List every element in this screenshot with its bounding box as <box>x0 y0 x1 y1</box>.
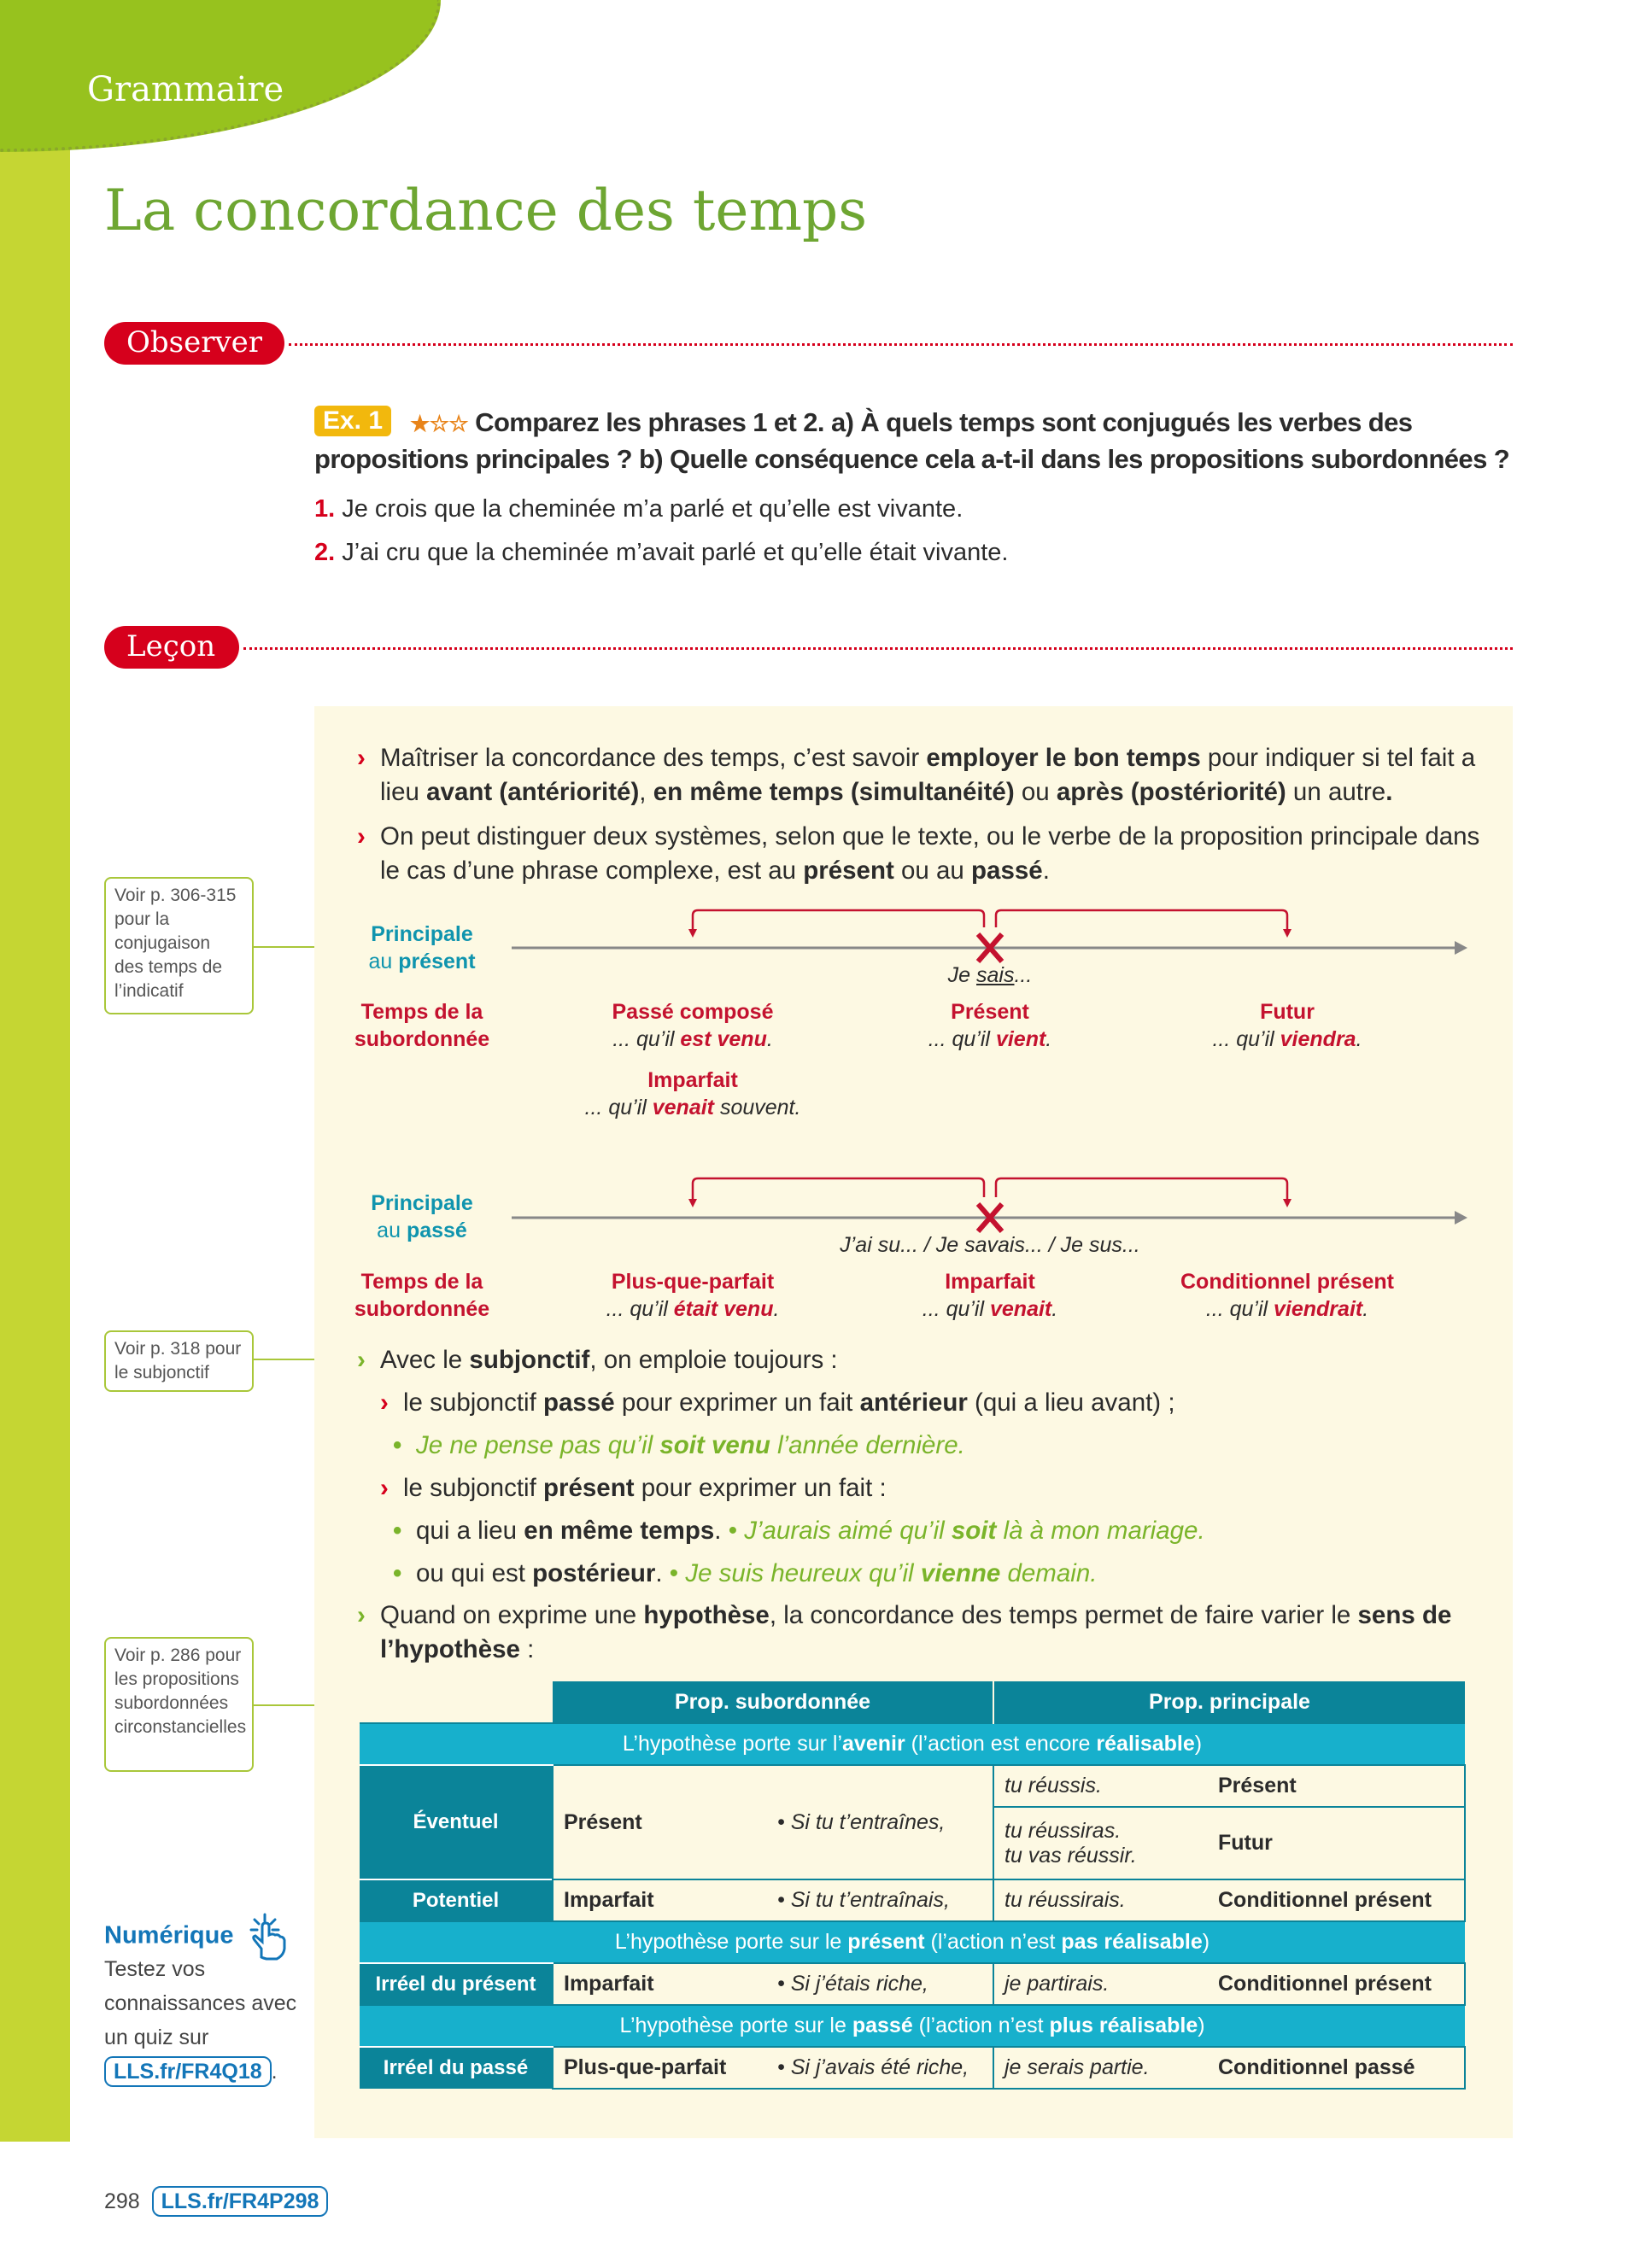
principale-cell <box>993 1879 1465 1921</box>
tense-name: Imparfait <box>564 1972 654 1996</box>
subjonctif-present-posterieur <box>393 1557 1495 1591</box>
example: tu réussirais. <box>1004 1888 1126 1912</box>
text-segment: là à mon mariage. <box>996 1517 1205 1545</box>
label-part: présent <box>398 950 476 973</box>
text-segment: soit <box>951 1517 997 1545</box>
tense-example <box>1108 1026 1467 1053</box>
ex-part: . <box>1356 1027 1362 1051</box>
rich-text <box>380 744 1475 806</box>
text-segment: sens de l’hypothèse <box>380 1601 1452 1663</box>
timeline-past <box>512 1178 1467 1231</box>
timeline-present <box>512 910 1467 962</box>
text-segment: L’hypothèse porte sur le <box>614 1930 848 1954</box>
text-segment: hypothèse <box>643 1601 770 1629</box>
bracket-arrow-past <box>693 1178 984 1201</box>
text-segment: passé <box>542 1388 615 1417</box>
text-segment: pour exprimer un fait <box>614 1388 860 1417</box>
text-segment: présent <box>847 1930 925 1954</box>
ex-verb: viendra <box>1280 1027 1356 1051</box>
table-row <box>360 1879 1465 1921</box>
text-segment: ou au <box>893 856 972 885</box>
text-segment: pas réalisable <box>1061 1930 1203 1954</box>
tense-col-future <box>1108 998 1467 1053</box>
example-line: tu vas réussir. <box>1004 1843 1137 1868</box>
ex-part: ... qu’il <box>1212 1027 1280 1051</box>
text-segment: L’hypothèse porte sur l’ <box>622 1732 843 1756</box>
ex-part: . <box>1362 1297 1369 1321</box>
example <box>1004 1819 1218 1868</box>
label-line <box>337 948 507 975</box>
text-segment: Maîtriser la concordance des temps, c’est savoir <box>380 744 927 772</box>
tense-name: Conditionnel présent <box>1218 1972 1432 1996</box>
text-segment: , la concordance des temps permet de faire varier le <box>769 1601 1358 1629</box>
label-part: au <box>377 1219 407 1242</box>
numerique-text <box>104 1952 309 2089</box>
rich-text <box>744 1517 1204 1545</box>
lesson-point-subjonctif <box>357 1343 1485 1377</box>
text-segment: en même temps <box>524 1517 715 1545</box>
tense-name: Futur <box>1260 1000 1315 1024</box>
principale-cell <box>993 2047 1465 2089</box>
table-banner-row <box>360 1723 1465 1765</box>
chevron-right-icon: › <box>357 744 366 772</box>
difficulty-stars-icon: ★☆☆ <box>410 411 469 436</box>
tense-name: Présent <box>1218 1774 1297 1797</box>
quiz-link[interactable]: LLS.fr/FR4Q18 <box>104 2056 272 2087</box>
text-segment: ou qui est <box>416 1559 533 1587</box>
timeline-center-text: J’ai su... / Je savais... / Je sus... <box>840 1233 1140 1257</box>
tense-name: Présent <box>564 1809 642 1834</box>
label-line <box>337 1217 507 1244</box>
subordonnee-cell <box>553 2047 993 2089</box>
label-line: Temps de la <box>360 1270 483 1294</box>
text-segment: soit venu <box>659 1431 770 1459</box>
arrow-head-icon <box>1455 941 1467 955</box>
rich-text <box>416 1517 721 1545</box>
chevron-right-icon: › <box>380 1388 389 1417</box>
lesson-point-hypothese <box>357 1599 1485 1667</box>
bracket-arrow-future <box>996 910 1287 931</box>
side-note-circonstancielles: Voir p. 286 pour les propositions subordonnées circonstancielles <box>104 1637 254 1772</box>
text-segment: . <box>655 1559 663 1587</box>
ex-verb: venait <box>652 1096 714 1119</box>
text-segment: réalisable <box>1096 1732 1195 1756</box>
rich-text <box>416 1559 663 1587</box>
text-segment: passé <box>971 856 1043 885</box>
subordonnee-cell <box>553 1963 993 2005</box>
banner-avenir <box>360 1723 1465 1765</box>
text-segment: On peut distinguer deux systèmes, selon que le texte, ou le verbe de la proposition principale dans le cas d’une phrase complexe, est au <box>380 822 1480 885</box>
tense-name: Conditionnel présent <box>1218 1888 1432 1912</box>
section-label: Grammaire <box>87 70 284 109</box>
page-footer <box>104 2186 328 2217</box>
table-row <box>360 1963 1465 2005</box>
bracket-arrow-future <box>996 1178 1287 1201</box>
example: • Si j’avais été riche, <box>777 2055 969 2079</box>
numerique-description: Testez vos connaissances avec un quiz sur <box>104 1957 297 2049</box>
sentence-text: J’ai cru que la cheminée m’avait parlé et qu’elle était vivante. <box>342 539 1009 566</box>
text-segment: : <box>519 1635 535 1663</box>
label-line: Temps de la <box>360 1000 483 1024</box>
table-header-row <box>360 1681 1465 1723</box>
column-header: Prop. subordonnée <box>553 1681 993 1723</box>
chevron-right-icon: › <box>357 1601 366 1629</box>
text-segment: . <box>714 1517 722 1545</box>
principale-cell <box>993 1765 1465 1807</box>
page-number: 298 <box>104 2189 140 2213</box>
sentence-number: 2. <box>314 539 336 566</box>
chevron-right-icon: › <box>357 1346 366 1374</box>
label-line: subordonnée <box>354 1297 490 1321</box>
text-segment: présent <box>803 856 894 885</box>
text-segment: présent <box>542 1474 635 1502</box>
text-segment: Quand on exprime une <box>380 1601 644 1629</box>
text-segment: ) <box>1202 1930 1210 1954</box>
text-segment: le subjonctif <box>403 1388 543 1417</box>
subordonnee-cell <box>553 1879 993 1921</box>
ex-part: ... qu’il <box>584 1096 653 1119</box>
row-header: Éventuel <box>360 1765 553 1879</box>
text-segment: avenir <box>842 1732 905 1756</box>
text-segment: ou <box>1014 778 1057 806</box>
text-segment: Avec le <box>380 1346 470 1374</box>
text-segment: l’année dernière. <box>770 1431 965 1459</box>
table-banner-row <box>360 1921 1465 1963</box>
tense-example <box>1108 1295 1467 1323</box>
text-segment: passé <box>852 2014 913 2037</box>
bullet-icon: • <box>393 1431 402 1459</box>
rich-text <box>403 1388 1175 1417</box>
sentence-number: 1. <box>314 495 336 523</box>
tense-name: Futur <box>1218 1831 1273 1855</box>
hypothesis-table <box>360 1681 1466 2090</box>
text-segment: antérieur <box>859 1388 968 1417</box>
row-header: Irréel du passé <box>360 2047 553 2089</box>
text-part: sais <box>976 963 1015 987</box>
exercise-badge: Ex. 1 <box>314 406 391 436</box>
timeline-center-text <box>776 963 1204 988</box>
lesson-point-1 <box>357 741 1485 810</box>
text-segment: , on emploie toujours : <box>589 1346 838 1374</box>
example: je serais partie. <box>1004 2055 1150 2079</box>
text-segment: avant (antériorité) <box>426 778 640 806</box>
rich-text <box>380 1601 1451 1663</box>
text-segment: (qui a lieu avant) ; <box>967 1388 1175 1417</box>
bullet-icon: • <box>393 1559 402 1587</box>
text-segment: , <box>639 778 653 806</box>
text-segment: pour indiquer si tel fait a lieu <box>380 744 1476 806</box>
observer-heading: Observer <box>104 322 284 365</box>
text-segment: en même temps (simultanéité) <box>653 778 1015 806</box>
text-segment: plus réalisable <box>1049 2014 1198 2037</box>
tense-name: Plus-que-parfait <box>564 2055 727 2079</box>
subjonctif-present-simultane <box>393 1514 1495 1548</box>
arrow-down-icon <box>1283 929 1292 938</box>
lecon-heading: Leçon <box>104 626 239 669</box>
text-segment: un autre <box>1286 778 1386 806</box>
lesson-point-2 <box>357 820 1485 888</box>
principale-passe-label <box>337 1190 507 1244</box>
label-part: passé <box>406 1219 467 1242</box>
label-line: Principale <box>371 1191 473 1215</box>
table-row <box>360 1765 1465 1807</box>
rich-text <box>685 1559 1097 1587</box>
table-row <box>360 2047 1465 2089</box>
arrow-head-icon <box>1455 1211 1467 1225</box>
ex-part: . <box>1051 1297 1058 1321</box>
tense-name: Imparfait <box>564 1888 654 1912</box>
side-note-conjugaison: Voir p. 306-315 pour la conjugaison des temps de l’indicatif <box>104 877 254 1014</box>
rich-text <box>380 1346 838 1374</box>
rich-text <box>380 822 1479 885</box>
example: je partirais. <box>1004 1972 1110 1996</box>
subordonnee-cell <box>553 1765 993 1879</box>
question-text: Comparez les phrases 1 et 2. a) À quels temps sont conjugués les verbes des propositions principales ? b) Quelle conséquence cela a-t-il dans les propositions subordonnées ? <box>314 407 1510 474</box>
principale-cell <box>993 1807 1465 1879</box>
ex-part: ... qu’il <box>606 1297 674 1321</box>
ex-part: . <box>1046 1027 1052 1051</box>
example-line: tu réussiras. <box>1004 1818 1122 1843</box>
text-segment: après (postériorité) <box>1056 778 1286 806</box>
side-note-subjonctif: Voir p. 318 pour le subjonctif <box>104 1330 254 1392</box>
tense-example <box>513 1094 872 1121</box>
ex-part: ... qu’il <box>612 1027 681 1051</box>
arrow-down-icon <box>1283 1199 1292 1207</box>
ex-part: . <box>766 1027 773 1051</box>
column-header: Prop. principale <box>993 1681 1465 1723</box>
subjonctif-present <box>380 1471 1482 1505</box>
label-line: Principale <box>371 922 473 946</box>
tense-name: Plus-que-parfait <box>611 1270 775 1294</box>
example: • Si tu t’entraînes, <box>777 1809 946 1834</box>
ex-part: ... qu’il <box>1205 1297 1274 1321</box>
rich-text <box>416 1431 965 1459</box>
banner-present <box>360 1921 1465 1963</box>
text-segment: . <box>1385 778 1393 806</box>
ex-verb: viendrait <box>1274 1297 1363 1321</box>
text-segment: subjonctif <box>469 1346 590 1374</box>
text-segment: qui a lieu <box>416 1517 524 1545</box>
ex-part: ... qu’il <box>922 1297 990 1321</box>
ex-verb: vient <box>995 1027 1046 1051</box>
text-segment: postérieur <box>532 1559 656 1587</box>
row-header: Potentiel <box>360 1879 553 1921</box>
tense-name: Imparfait <box>647 1068 738 1092</box>
text-segment: demain. <box>1000 1559 1098 1587</box>
tense-name: Imparfait <box>945 1270 1035 1294</box>
tense-name: Passé composé <box>612 1000 774 1024</box>
subjonctif-passe <box>380 1386 1482 1420</box>
text-segment: J’aurais aimé qu’il <box>744 1517 952 1545</box>
empty-cell <box>360 1681 553 1723</box>
banner-passe <box>360 2005 1465 2047</box>
text-segment: (l’action est encore <box>905 1732 1097 1756</box>
example: • Si j’étais riche, <box>777 1972 928 1996</box>
tense-col-imparfait <box>513 1067 872 1121</box>
text-segment: vienne <box>920 1559 1001 1587</box>
bullet-icon: • <box>728 1517 738 1545</box>
label-line: subordonnée <box>354 1027 490 1051</box>
ex-verb: était venu <box>673 1297 774 1321</box>
principale-cell <box>993 1963 1465 2005</box>
page-link[interactable]: LLS.fr/FR4P298 <box>152 2186 329 2217</box>
arrow-down-icon <box>688 929 697 938</box>
text-segment: (l’action n’est <box>912 2014 1050 2037</box>
bracket-arrow-past <box>693 910 984 931</box>
subjonctif-passe-example <box>393 1429 1495 1463</box>
chevron-right-icon: › <box>380 1474 389 1502</box>
text-segment: Je suis heureux qu’il <box>685 1559 921 1587</box>
table-banner-row <box>360 2005 1465 2047</box>
subordonnee-row-label <box>337 1268 507 1323</box>
rich-text <box>403 1474 887 1502</box>
ex-verb: est venu <box>680 1027 767 1051</box>
sentence-text: Je crois que la cheminée m’a parlé et qu’elle est vivante. <box>342 495 964 523</box>
text-part: Je <box>947 963 977 987</box>
text-segment: L’hypothèse porte sur le <box>619 2014 852 2037</box>
text-segment: employer le bon temps <box>926 744 1201 772</box>
example: • Si tu t’entraînais, <box>777 1888 950 1912</box>
subordonnee-row-label <box>337 998 507 1053</box>
ex-part: ... qu’il <box>928 1027 996 1051</box>
punctuation: . <box>271 2060 278 2084</box>
bullet-icon: • <box>669 1559 679 1587</box>
text-part: ... <box>1014 963 1033 987</box>
tense-name: Conditionnel passé <box>1218 2055 1415 2079</box>
text-segment: le subjonctif <box>403 1474 543 1502</box>
ex-part: souvent. <box>714 1096 801 1119</box>
page-title: La concordance des temps <box>104 178 868 243</box>
principale-present-label <box>337 921 507 975</box>
tense-name: Conditionnel présent <box>1180 1270 1394 1294</box>
chevron-right-icon: › <box>357 822 366 850</box>
text-segment: ) <box>1194 1732 1203 1756</box>
text-segment: ) <box>1198 2014 1205 2037</box>
tense-name: Présent <box>951 1000 1029 1024</box>
bullet-icon: • <box>393 1517 402 1545</box>
text-segment: Je ne pense pas qu’il <box>416 1431 660 1459</box>
arrow-down-icon <box>688 1199 697 1207</box>
text-segment: . <box>1042 856 1050 885</box>
text-segment: pour exprimer un fait : <box>634 1474 887 1502</box>
numerique-title: Numérique <box>104 1921 234 1949</box>
ex-part: . <box>773 1297 780 1321</box>
text-segment: (l’action n’est <box>924 1930 1062 1954</box>
ex-verb: venait <box>989 1297 1052 1321</box>
tense-col-future <box>1108 1268 1467 1323</box>
example: tu réussis. <box>1004 1774 1102 1797</box>
label-part: au <box>368 950 399 973</box>
row-header: Irréel du présent <box>360 1963 553 2005</box>
